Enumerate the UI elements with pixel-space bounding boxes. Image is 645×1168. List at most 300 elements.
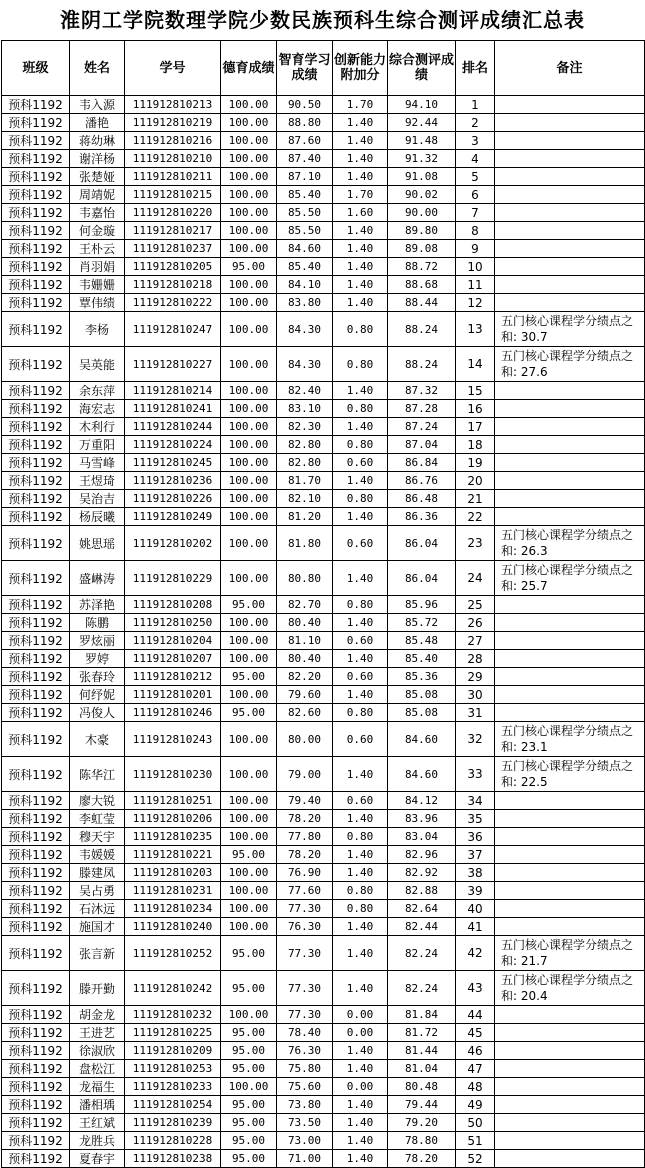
cell-innovation: 0.60 (333, 454, 388, 472)
cell-class: 预科1192 (2, 668, 70, 686)
cell-intellect: 87.40 (277, 150, 333, 168)
cell-intellect: 85.50 (277, 204, 333, 222)
cell-rank: 20 (456, 472, 495, 490)
cell-moral: 100.00 (221, 614, 277, 632)
cell-class: 预科1192 (2, 882, 70, 900)
cell-student-id: 111912810219 (125, 114, 221, 132)
cell-class: 预科1192 (2, 650, 70, 668)
cell-innovation: 0.00 (333, 1024, 388, 1042)
cell-note (495, 150, 645, 168)
cell-moral: 95.00 (221, 1114, 277, 1132)
cell-rank: 36 (456, 828, 495, 846)
cell-intellect: 80.00 (277, 722, 333, 757)
cell-moral: 100.00 (221, 1006, 277, 1024)
table-row (2, 400, 645, 418)
cell-moral: 95.00 (221, 1042, 277, 1060)
cell-total: 80.48 (388, 1078, 456, 1096)
cell-innovation: 1.40 (333, 240, 388, 258)
cell-intellect: 76.30 (277, 1042, 333, 1060)
cell-total: 94.10 (388, 96, 456, 114)
cell-note (495, 1006, 645, 1024)
cell-student-id: 111912810217 (125, 222, 221, 240)
table-row (2, 490, 645, 508)
cell-note (495, 168, 645, 186)
cell-student-id: 111912810250 (125, 614, 221, 632)
cell-moral: 100.00 (221, 294, 277, 312)
cell-innovation: 0.80 (333, 882, 388, 900)
table-row (2, 508, 645, 526)
cell-innovation: 1.40 (333, 1114, 388, 1132)
cell-student-id: 111912810211 (125, 168, 221, 186)
cell-rank: 18 (456, 436, 495, 454)
cell-name: 覃伟绩 (70, 294, 125, 312)
cell-intellect: 85.50 (277, 222, 333, 240)
cell-total: 88.72 (388, 258, 456, 276)
cell-class: 预科1192 (2, 1060, 70, 1078)
cell-student-id: 111912810232 (125, 1006, 221, 1024)
cell-student-id: 111912810239 (125, 1114, 221, 1132)
table-row (2, 864, 645, 882)
cell-note: 五门核心课程学分绩点之和: 26.3 (495, 526, 645, 561)
cell-total: 86.36 (388, 508, 456, 526)
cell-class: 预科1192 (2, 1132, 70, 1150)
cell-intellect: 77.30 (277, 936, 333, 971)
cell-name: 周靖妮 (70, 186, 125, 204)
header-note: 备注 (495, 41, 645, 96)
cell-rank: 43 (456, 971, 495, 1006)
cell-student-id: 111912810209 (125, 1042, 221, 1060)
cell-note (495, 454, 645, 472)
cell-name: 冯俊人 (70, 704, 125, 722)
cell-moral: 95.00 (221, 1024, 277, 1042)
cell-rank: 32 (456, 722, 495, 757)
cell-student-id: 111912810222 (125, 294, 221, 312)
cell-intellect: 79.40 (277, 792, 333, 810)
cell-moral: 100.00 (221, 114, 277, 132)
cell-intellect: 77.80 (277, 828, 333, 846)
cell-total: 85.36 (388, 668, 456, 686)
cell-total: 89.80 (388, 222, 456, 240)
cell-rank: 39 (456, 882, 495, 900)
header-name: 姓名 (70, 41, 125, 96)
cell-note (495, 490, 645, 508)
table-row (2, 936, 645, 971)
cell-rank: 23 (456, 526, 495, 561)
cell-name: 蒋幼琳 (70, 132, 125, 150)
cell-moral: 95.00 (221, 846, 277, 864)
header-rank: 排名 (456, 41, 495, 96)
cell-class: 预科1192 (2, 614, 70, 632)
cell-rank: 13 (456, 312, 495, 347)
cell-name: 王朴云 (70, 240, 125, 258)
cell-name: 潘相瑀 (70, 1096, 125, 1114)
cell-intellect: 77.30 (277, 900, 333, 918)
cell-student-id: 111912810207 (125, 650, 221, 668)
cell-intellect: 85.40 (277, 186, 333, 204)
cell-total: 81.72 (388, 1024, 456, 1042)
cell-student-id: 111912810204 (125, 632, 221, 650)
cell-intellect: 82.20 (277, 668, 333, 686)
cell-rank: 22 (456, 508, 495, 526)
cell-rank: 10 (456, 258, 495, 276)
cell-innovation: 1.40 (333, 222, 388, 240)
table-row (2, 1096, 645, 1114)
cell-moral: 95.00 (221, 971, 277, 1006)
cell-rank: 6 (456, 186, 495, 204)
cell-intellect: 77.60 (277, 882, 333, 900)
cell-class: 预科1192 (2, 294, 70, 312)
cell-note (495, 1114, 645, 1132)
cell-moral: 95.00 (221, 1150, 277, 1168)
cell-student-id: 111912810245 (125, 454, 221, 472)
cell-note (495, 704, 645, 722)
cell-note (495, 686, 645, 704)
cell-name: 潘艳 (70, 114, 125, 132)
cell-student-id: 111912810230 (125, 757, 221, 792)
cell-intellect: 75.60 (277, 1078, 333, 1096)
cell-note (495, 1024, 645, 1042)
cell-student-id: 111912810231 (125, 882, 221, 900)
cell-moral: 100.00 (221, 650, 277, 668)
cell-rank: 45 (456, 1024, 495, 1042)
cell-class: 预科1192 (2, 1078, 70, 1096)
table-row (2, 382, 645, 400)
cell-name: 何纾妮 (70, 686, 125, 704)
cell-rank: 8 (456, 222, 495, 240)
cell-rank: 31 (456, 704, 495, 722)
cell-note (495, 114, 645, 132)
cell-student-id: 111912810203 (125, 864, 221, 882)
cell-class: 预科1192 (2, 472, 70, 490)
table-row (2, 561, 645, 596)
cell-class: 预科1192 (2, 150, 70, 168)
cell-intellect: 80.40 (277, 614, 333, 632)
cell-total: 78.80 (388, 1132, 456, 1150)
cell-student-id: 111912810246 (125, 704, 221, 722)
cell-student-id: 111912810238 (125, 1150, 221, 1168)
cell-rank: 37 (456, 846, 495, 864)
cell-innovation: 1.40 (333, 650, 388, 668)
cell-rank: 21 (456, 490, 495, 508)
cell-class: 预科1192 (2, 222, 70, 240)
cell-moral: 95.00 (221, 668, 277, 686)
cell-innovation: 0.80 (333, 490, 388, 508)
cell-moral: 95.00 (221, 1060, 277, 1078)
cell-total: 88.24 (388, 312, 456, 347)
cell-class: 预科1192 (2, 1150, 70, 1168)
cell-name: 盘松江 (70, 1060, 125, 1078)
cell-rank: 30 (456, 686, 495, 704)
cell-student-id: 111912810254 (125, 1096, 221, 1114)
cell-name: 龙福生 (70, 1078, 125, 1096)
cell-intellect: 81.80 (277, 526, 333, 561)
cell-total: 86.84 (388, 454, 456, 472)
table-row (2, 650, 645, 668)
cell-student-id: 111912810214 (125, 382, 221, 400)
table-row (2, 1078, 645, 1096)
cell-moral: 100.00 (221, 561, 277, 596)
cell-intellect: 82.80 (277, 454, 333, 472)
cell-student-id: 111912810234 (125, 900, 221, 918)
cell-rank: 24 (456, 561, 495, 596)
cell-moral: 100.00 (221, 864, 277, 882)
cell-class: 预科1192 (2, 971, 70, 1006)
table-row (2, 810, 645, 828)
cell-student-id: 111912810244 (125, 418, 221, 436)
cell-rank: 4 (456, 150, 495, 168)
cell-student-id: 111912810224 (125, 436, 221, 454)
cell-class: 预科1192 (2, 561, 70, 596)
cell-note: 五门核心课程学分绩点之和: 30.7 (495, 312, 645, 347)
cell-class: 预科1192 (2, 900, 70, 918)
cell-note (495, 1060, 645, 1078)
cell-total: 88.24 (388, 347, 456, 382)
cell-moral: 100.00 (221, 96, 277, 114)
cell-innovation: 0.80 (333, 596, 388, 614)
cell-name: 胡金龙 (70, 1006, 125, 1024)
cell-rank: 5 (456, 168, 495, 186)
cell-intellect: 78.20 (277, 846, 333, 864)
cell-total: 85.08 (388, 704, 456, 722)
cell-moral: 100.00 (221, 436, 277, 454)
cell-intellect: 88.80 (277, 114, 333, 132)
table-row (2, 882, 645, 900)
cell-note (495, 186, 645, 204)
cell-rank: 49 (456, 1096, 495, 1114)
cell-total: 87.32 (388, 382, 456, 400)
cell-innovation: 1.40 (333, 1132, 388, 1150)
cell-name: 吴英能 (70, 347, 125, 382)
cell-class: 预科1192 (2, 436, 70, 454)
cell-name: 木豪 (70, 722, 125, 757)
cell-rank: 14 (456, 347, 495, 382)
cell-note: 五门核心课程学分绩点之和: 22.5 (495, 757, 645, 792)
cell-moral: 100.00 (221, 508, 277, 526)
cell-moral: 100.00 (221, 526, 277, 561)
cell-note (495, 882, 645, 900)
cell-moral: 100.00 (221, 240, 277, 258)
cell-total: 82.44 (388, 918, 456, 936)
cell-innovation: 1.60 (333, 204, 388, 222)
table-row (2, 1006, 645, 1024)
cell-intellect: 73.50 (277, 1114, 333, 1132)
table-row (2, 722, 645, 757)
cell-moral: 100.00 (221, 168, 277, 186)
cell-student-id: 111912810226 (125, 490, 221, 508)
table-row (2, 846, 645, 864)
cell-student-id: 111912810213 (125, 96, 221, 114)
cell-class: 预科1192 (2, 96, 70, 114)
header-row (2, 41, 645, 96)
cell-class: 预科1192 (2, 936, 70, 971)
cell-note (495, 1078, 645, 1096)
cell-rank: 19 (456, 454, 495, 472)
cell-student-id: 111912810218 (125, 276, 221, 294)
cell-rank: 34 (456, 792, 495, 810)
cell-moral: 100.00 (221, 132, 277, 150)
table-row (2, 222, 645, 240)
cell-total: 90.00 (388, 204, 456, 222)
cell-student-id: 111912810233 (125, 1078, 221, 1096)
cell-innovation: 1.40 (333, 614, 388, 632)
cell-student-id: 111912810237 (125, 240, 221, 258)
cell-note (495, 918, 645, 936)
cell-student-id: 111912810240 (125, 918, 221, 936)
cell-total: 78.20 (388, 1150, 456, 1168)
cell-rank: 28 (456, 650, 495, 668)
cell-innovation: 1.40 (333, 258, 388, 276)
cell-class: 预科1192 (2, 918, 70, 936)
cell-note: 五门核心课程学分绩点之和: 23.1 (495, 722, 645, 757)
cell-moral: 100.00 (221, 276, 277, 294)
cell-rank: 27 (456, 632, 495, 650)
cell-name: 盛崊涛 (70, 561, 125, 596)
header-total: 综合测评成绩 (388, 41, 456, 96)
cell-class: 预科1192 (2, 240, 70, 258)
cell-total: 89.08 (388, 240, 456, 258)
cell-moral: 100.00 (221, 454, 277, 472)
cell-note (495, 508, 645, 526)
cell-moral: 100.00 (221, 632, 277, 650)
cell-innovation: 1.40 (333, 132, 388, 150)
cell-note (495, 204, 645, 222)
cell-student-id: 111912810210 (125, 150, 221, 168)
cell-moral: 100.00 (221, 418, 277, 436)
header-innovation: 创新能力附加分 (333, 41, 388, 96)
cell-student-id: 111912810236 (125, 472, 221, 490)
cell-class: 预科1192 (2, 132, 70, 150)
cell-total: 87.04 (388, 436, 456, 454)
cell-intellect: 78.20 (277, 810, 333, 828)
cell-innovation: 1.40 (333, 382, 388, 400)
cell-class: 预科1192 (2, 1042, 70, 1060)
cell-note (495, 418, 645, 436)
cell-innovation: 0.60 (333, 722, 388, 757)
cell-total: 82.96 (388, 846, 456, 864)
cell-innovation: 0.60 (333, 668, 388, 686)
cell-name: 张楚娅 (70, 168, 125, 186)
cell-total: 86.48 (388, 490, 456, 508)
cell-rank: 9 (456, 240, 495, 258)
cell-total: 79.20 (388, 1114, 456, 1132)
cell-name: 滕建凤 (70, 864, 125, 882)
cell-note (495, 400, 645, 418)
cell-class: 预科1192 (2, 114, 70, 132)
cell-name: 陈鹏 (70, 614, 125, 632)
cell-intellect: 87.60 (277, 132, 333, 150)
table-row (2, 204, 645, 222)
table-row (2, 294, 645, 312)
table-row (2, 347, 645, 382)
cell-moral: 100.00 (221, 150, 277, 168)
cell-total: 82.92 (388, 864, 456, 882)
table-row (2, 258, 645, 276)
cell-student-id: 111912810249 (125, 508, 221, 526)
cell-student-id: 111912810201 (125, 686, 221, 704)
cell-name: 韦嘉怡 (70, 204, 125, 222)
cell-class: 预科1192 (2, 1006, 70, 1024)
cell-name: 肖羽娟 (70, 258, 125, 276)
cell-name: 余东萍 (70, 382, 125, 400)
cell-moral: 100.00 (221, 204, 277, 222)
cell-class: 预科1192 (2, 312, 70, 347)
cell-intellect: 79.60 (277, 686, 333, 704)
cell-class: 预科1192 (2, 1096, 70, 1114)
cell-student-id: 111912810252 (125, 936, 221, 971)
cell-intellect: 90.50 (277, 96, 333, 114)
cell-moral: 100.00 (221, 400, 277, 418)
cell-name: 张言新 (70, 936, 125, 971)
cell-note (495, 1042, 645, 1060)
cell-total: 85.08 (388, 686, 456, 704)
table-row (2, 312, 645, 347)
cell-name: 谢洋杨 (70, 150, 125, 168)
cell-note (495, 632, 645, 650)
cell-note (495, 1132, 645, 1150)
cell-student-id: 111912810221 (125, 846, 221, 864)
cell-moral: 100.00 (221, 792, 277, 810)
cell-innovation: 1.40 (333, 114, 388, 132)
cell-innovation: 0.80 (333, 400, 388, 418)
cell-total: 85.48 (388, 632, 456, 650)
cell-class: 预科1192 (2, 792, 70, 810)
cell-note: 五门核心课程学分绩点之和: 21.7 (495, 936, 645, 971)
cell-student-id: 111912810247 (125, 312, 221, 347)
cell-name: 夏春宇 (70, 1150, 125, 1168)
page-title: 淮阴工学院数理学院少数民族预科生综合测评成绩汇总表 (60, 8, 585, 32)
cell-name: 施国才 (70, 918, 125, 936)
cell-rank: 38 (456, 864, 495, 882)
cell-student-id: 111912810227 (125, 347, 221, 382)
cell-rank: 35 (456, 810, 495, 828)
cell-moral: 100.00 (221, 312, 277, 347)
table-row (2, 418, 645, 436)
cell-name: 吴占勇 (70, 882, 125, 900)
cell-total: 91.48 (388, 132, 456, 150)
cell-rank: 16 (456, 400, 495, 418)
cell-note (495, 96, 645, 114)
cell-class: 预科1192 (2, 596, 70, 614)
cell-intellect: 82.80 (277, 436, 333, 454)
cell-moral: 100.00 (221, 757, 277, 792)
cell-class: 预科1192 (2, 454, 70, 472)
cell-moral: 100.00 (221, 810, 277, 828)
cell-innovation: 0.80 (333, 900, 388, 918)
table-row (2, 472, 645, 490)
cell-name: 苏泽艳 (70, 596, 125, 614)
cell-class: 预科1192 (2, 258, 70, 276)
cell-rank: 2 (456, 114, 495, 132)
cell-total: 85.72 (388, 614, 456, 632)
cell-innovation: 1.40 (333, 168, 388, 186)
cell-innovation: 1.40 (333, 150, 388, 168)
cell-student-id: 111912810229 (125, 561, 221, 596)
cell-total: 79.44 (388, 1096, 456, 1114)
cell-name: 穆天宇 (70, 828, 125, 846)
cell-note (495, 276, 645, 294)
table-row (2, 526, 645, 561)
cell-name: 海宏志 (70, 400, 125, 418)
cell-innovation: 1.40 (333, 1150, 388, 1168)
cell-name: 廖大锐 (70, 792, 125, 810)
cell-class: 预科1192 (2, 508, 70, 526)
cell-moral: 100.00 (221, 186, 277, 204)
cell-intellect: 77.30 (277, 971, 333, 1006)
cell-innovation: 0.80 (333, 347, 388, 382)
table-row (2, 168, 645, 186)
table-row (2, 1114, 645, 1132)
cell-note: 五门核心课程学分绩点之和: 27.6 (495, 347, 645, 382)
